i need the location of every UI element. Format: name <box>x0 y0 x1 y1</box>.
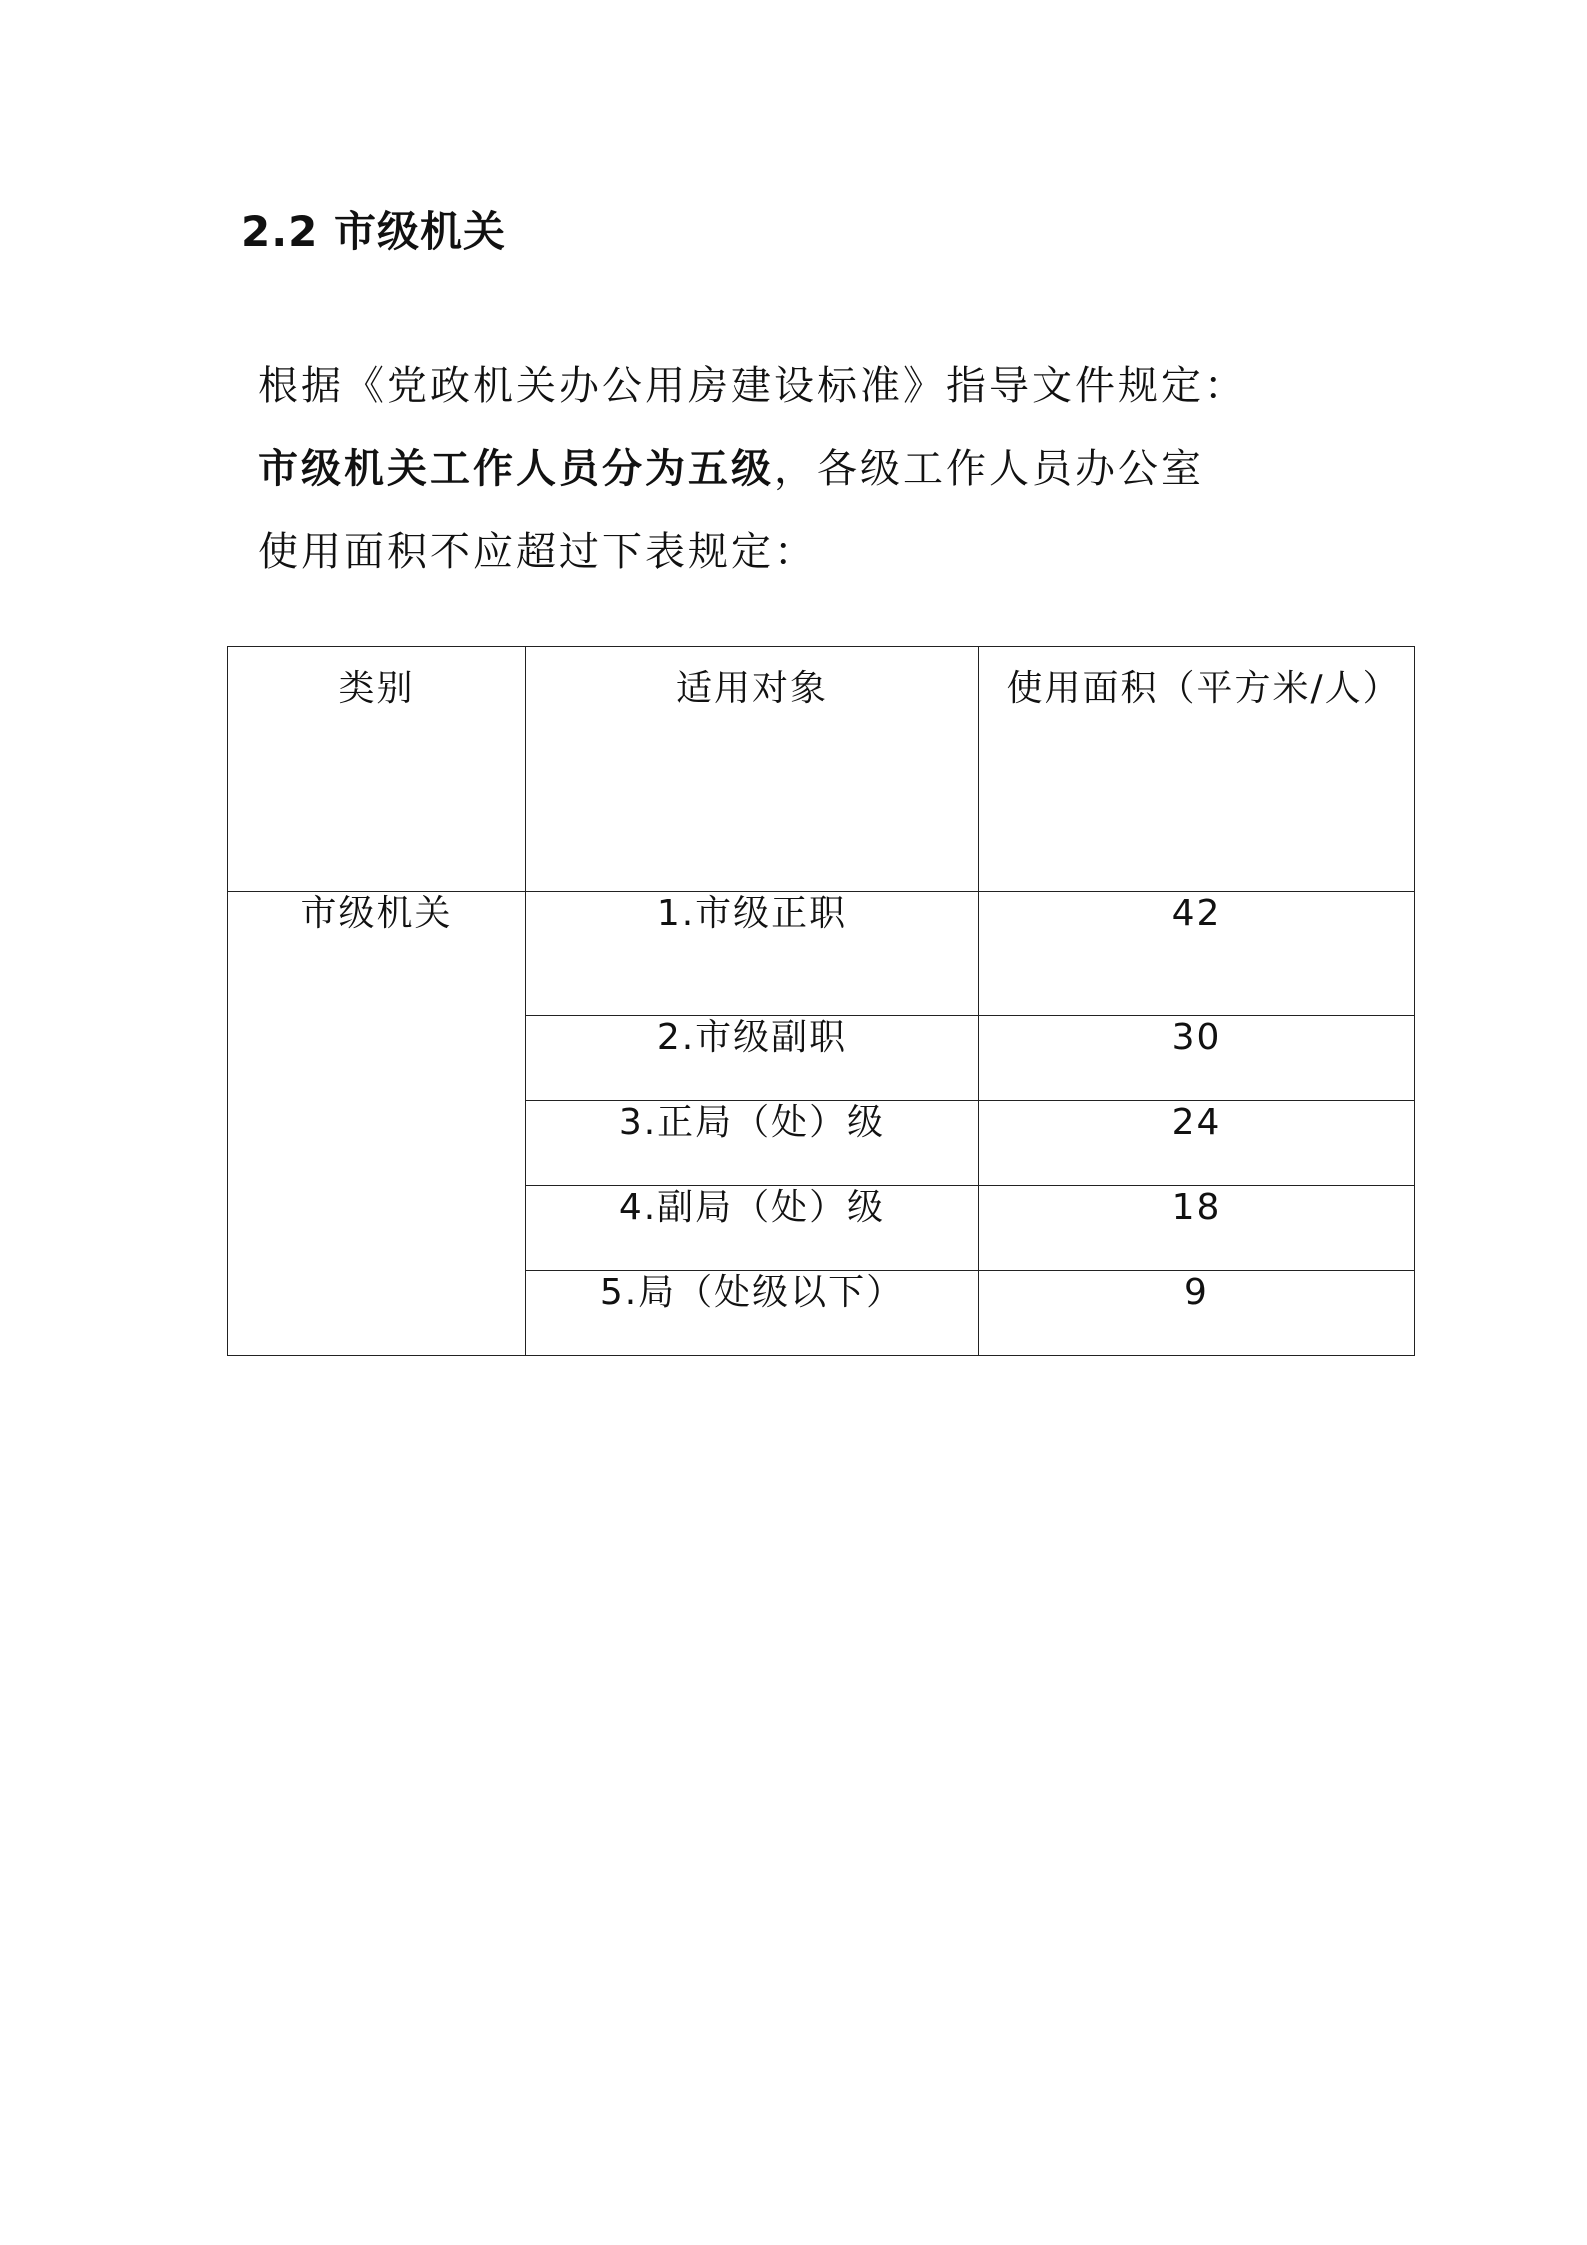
header-area <box>979 647 1415 892</box>
area-cell: 30 <box>979 1016 1415 1101</box>
area-cell: 42 <box>979 892 1415 1016</box>
header-target: 适用对象 <box>526 647 979 892</box>
area-cell: 24 <box>979 1101 1415 1186</box>
paragraph-line-3: 使用面积不应超过下表规定： <box>258 529 817 575</box>
category-cell: 市级机关 <box>228 892 526 1356</box>
table-header-row <box>228 647 1415 892</box>
header-category: 类别 <box>228 647 526 892</box>
target-cell: 3.正局（处）级 <box>526 1101 979 1186</box>
office-area-table <box>227 646 1415 1356</box>
area-cell: 9 <box>979 1271 1415 1356</box>
target-cell: 4.副局（处）级 <box>526 1186 979 1271</box>
paragraph-line-2-rest: ，各级工作人员办公室 <box>774 446 1204 492</box>
target-cell: 5.局（处级以下） <box>526 1271 979 1356</box>
intro-paragraph <box>258 345 1418 594</box>
section-heading: 2.2 市级机关 <box>241 207 507 256</box>
table-row <box>228 892 1415 1016</box>
paragraph-line-1: 根据《党政机关办公用房建设标准》指导文件规定： <box>258 363 1247 409</box>
paragraph-line-2 <box>258 428 1418 511</box>
area-cell: 18 <box>979 1186 1415 1271</box>
target-cell: 1.市级正职 <box>526 892 979 1016</box>
paragraph-bold-phrase: 市级机关工作人员分为五级 <box>258 446 774 492</box>
header-area-label: 使用面积（平方米/人） <box>1006 668 1401 709</box>
target-cell: 2.市级副职 <box>526 1016 979 1101</box>
